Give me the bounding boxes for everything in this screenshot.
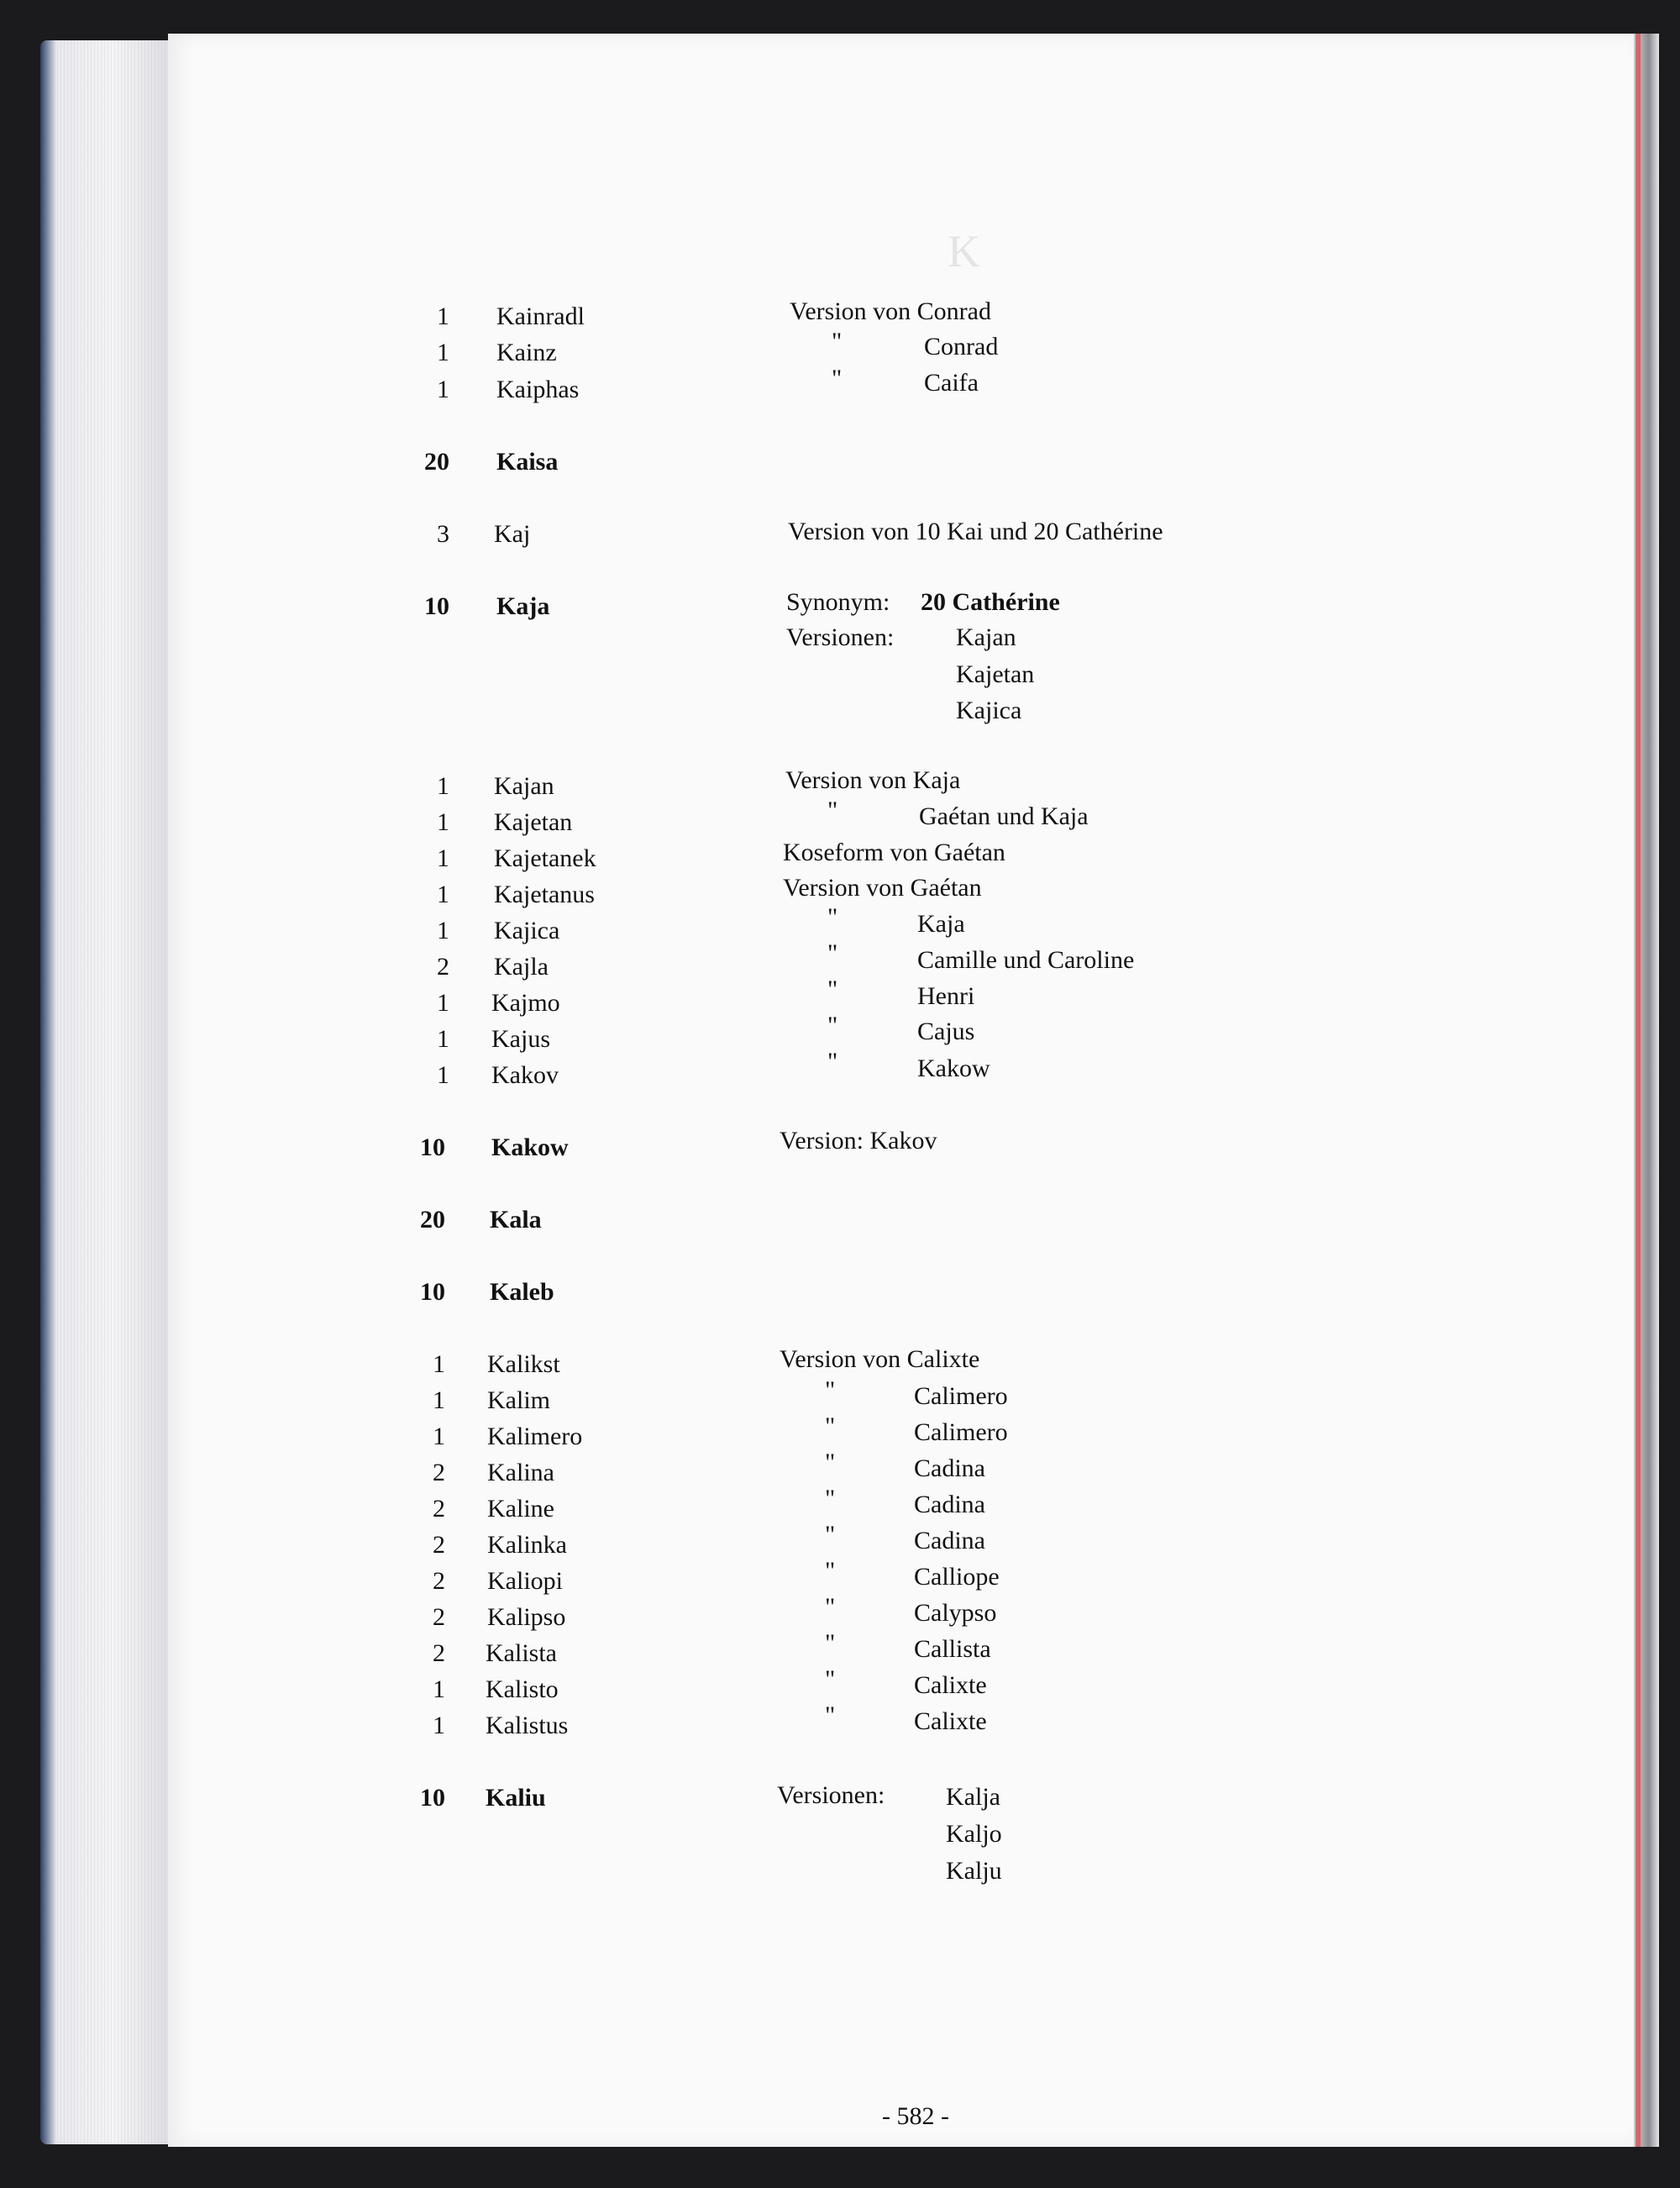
entry-note: Version von Gaétan [783, 874, 982, 902]
book-page-edges [40, 40, 175, 2144]
entry-note: Conrad [924, 333, 999, 360]
entry-count: 2 [433, 1603, 445, 1631]
entry-count: 10 [424, 592, 449, 620]
entry-note: " [825, 1485, 836, 1512]
entry-note: Versionen: [777, 1781, 885, 1809]
entry-count: 1 [437, 772, 449, 800]
entry-note: " [825, 1521, 836, 1549]
entry-note: Kalju [946, 1857, 1002, 1885]
entry-note: " [825, 1557, 836, 1585]
entry-name: Kajica [494, 917, 560, 944]
entry-name: Kalisto [486, 1675, 559, 1703]
entry-name: Kainz [496, 339, 557, 366]
entry-name: Kajan [494, 772, 554, 800]
entry-count: 2 [433, 1567, 445, 1595]
entry-note: Calypso [914, 1599, 997, 1627]
entry-count: 1 [437, 302, 449, 330]
entry-note: Gaétan und Kaja [919, 802, 1089, 830]
entry-count: 1 [437, 881, 449, 908]
entry-count: 1 [437, 1061, 449, 1089]
entry-count: 1 [437, 376, 449, 403]
entry-note: Synonym: [786, 588, 890, 616]
entry-name: Kaliopi [487, 1567, 563, 1595]
entry-note: Kaljo [946, 1820, 1002, 1848]
entry-name: Kalinka [487, 1531, 567, 1559]
entry-note: Versionen: [786, 623, 895, 651]
entry-name: Kaiphas [496, 376, 580, 403]
entry-count: 1 [437, 917, 449, 944]
entry-note: Kajica [956, 697, 1022, 724]
entry-note: " [827, 1048, 838, 1076]
entry-note: " [825, 1629, 836, 1657]
entry-note: Kajan [956, 623, 1016, 651]
entry-note: Cadina [914, 1527, 985, 1554]
entry-note: Kajetan [956, 660, 1035, 688]
entry-name: Kakov [491, 1061, 559, 1089]
entry-note: Kaja [917, 910, 965, 938]
book-page [168, 34, 1634, 2147]
entry-note: Kakow [917, 1055, 990, 1082]
entry-name: Kalikst [487, 1350, 560, 1378]
entry-note: Cajus [917, 1018, 975, 1045]
entry-count: 20 [420, 1206, 445, 1233]
entry-count: 2 [433, 1495, 445, 1523]
entry-name: Kajetanus [494, 881, 595, 908]
entry-count: 1 [437, 808, 449, 836]
entry-name: Kalistus [486, 1712, 569, 1739]
entry-count: 10 [420, 1278, 445, 1306]
entry-note: " [832, 328, 843, 355]
entry-name: Kajla [494, 953, 549, 981]
entry-count: 2 [433, 1459, 445, 1486]
entry-name: Kaline [487, 1495, 554, 1523]
section-letter-showthrough: K [948, 226, 980, 276]
entry-note: " [825, 1376, 836, 1404]
page-number: - 582 - [882, 2102, 949, 2130]
entry-count: 1 [437, 844, 449, 872]
entry-note: " [827, 939, 838, 967]
entry-note: Calixte [914, 1671, 987, 1699]
entry-name: Kalipso [487, 1603, 566, 1631]
entry-note: Version: Kakov [780, 1127, 937, 1154]
entry-note: Calliope [914, 1563, 1000, 1591]
entry-name: Kajetan [494, 808, 573, 836]
entry-name: Kalina [487, 1459, 554, 1486]
entry-name: Kaliu [486, 1784, 546, 1812]
entry-note: Version von Kaja [785, 766, 961, 794]
entry-name: Kaja [496, 592, 550, 620]
entry-note: Caifa [924, 369, 979, 397]
entry-note: Callista [914, 1635, 991, 1663]
entry-count: 20 [424, 448, 449, 476]
entry-note: Cadina [914, 1491, 985, 1518]
entry-count: 1 [433, 1675, 445, 1703]
entry-count: 1 [433, 1712, 445, 1739]
entry-count: 10 [420, 1784, 445, 1812]
entry-count: 10 [420, 1133, 445, 1161]
entry-count: 2 [437, 953, 449, 981]
entry-note: Calixte [914, 1707, 987, 1735]
entry-count: 1 [437, 989, 449, 1017]
entry-count: 1 [437, 1025, 449, 1053]
entry-name: Kalimero [487, 1423, 583, 1450]
entry-note: " [825, 1665, 836, 1693]
entry-name: Kajetanek [494, 844, 596, 872]
entry-note: Version von Conrad [790, 297, 991, 325]
entry-name: Kalista [486, 1639, 557, 1667]
entry-note: " [825, 1701, 836, 1729]
entry-note: Kalja [946, 1783, 1000, 1811]
entry-note: " [827, 797, 838, 824]
entry-count: 1 [433, 1350, 445, 1378]
entry-note: 20 Cathérine [921, 588, 1060, 616]
entry-count: 3 [437, 520, 449, 548]
entry-note: Calimero [914, 1382, 1008, 1410]
entry-count: 1 [433, 1386, 445, 1414]
entry-note: Cadina [914, 1454, 985, 1482]
entry-name: Kaj [494, 520, 531, 548]
entry-name: Kajmo [491, 989, 560, 1017]
entry-name: Kaisa [496, 448, 559, 476]
page-right-edge [1634, 34, 1659, 2147]
entry-name: Kainradl [496, 302, 585, 330]
entry-count: 1 [437, 339, 449, 366]
entry-name: Kakow [491, 1133, 569, 1161]
entry-name: Kaleb [490, 1278, 554, 1306]
entry-count: 2 [433, 1531, 445, 1559]
entry-name: Kalim [487, 1386, 550, 1414]
entry-note: " [827, 976, 838, 1003]
entry-note: Koseform von Gaétan [783, 839, 1005, 866]
entry-name: Kala [490, 1206, 542, 1233]
entry-note: Calimero [914, 1418, 1008, 1446]
entry-note: Version von Calixte [780, 1345, 980, 1373]
entry-note: Camille und Caroline [917, 946, 1135, 974]
entry-note: Version von 10 Kai und 20 Cathérine [788, 518, 1163, 545]
entry-note: " [825, 1412, 836, 1440]
entry-count: 2 [433, 1639, 445, 1667]
entry-note: " [825, 1593, 836, 1621]
entry-note: " [827, 1012, 838, 1039]
entry-note: " [832, 365, 843, 392]
entry-note: " [825, 1449, 836, 1476]
entry-name: Kajus [491, 1025, 550, 1053]
entry-note: Henri [917, 982, 975, 1010]
entry-note: " [827, 903, 838, 931]
entry-count: 1 [433, 1423, 445, 1450]
